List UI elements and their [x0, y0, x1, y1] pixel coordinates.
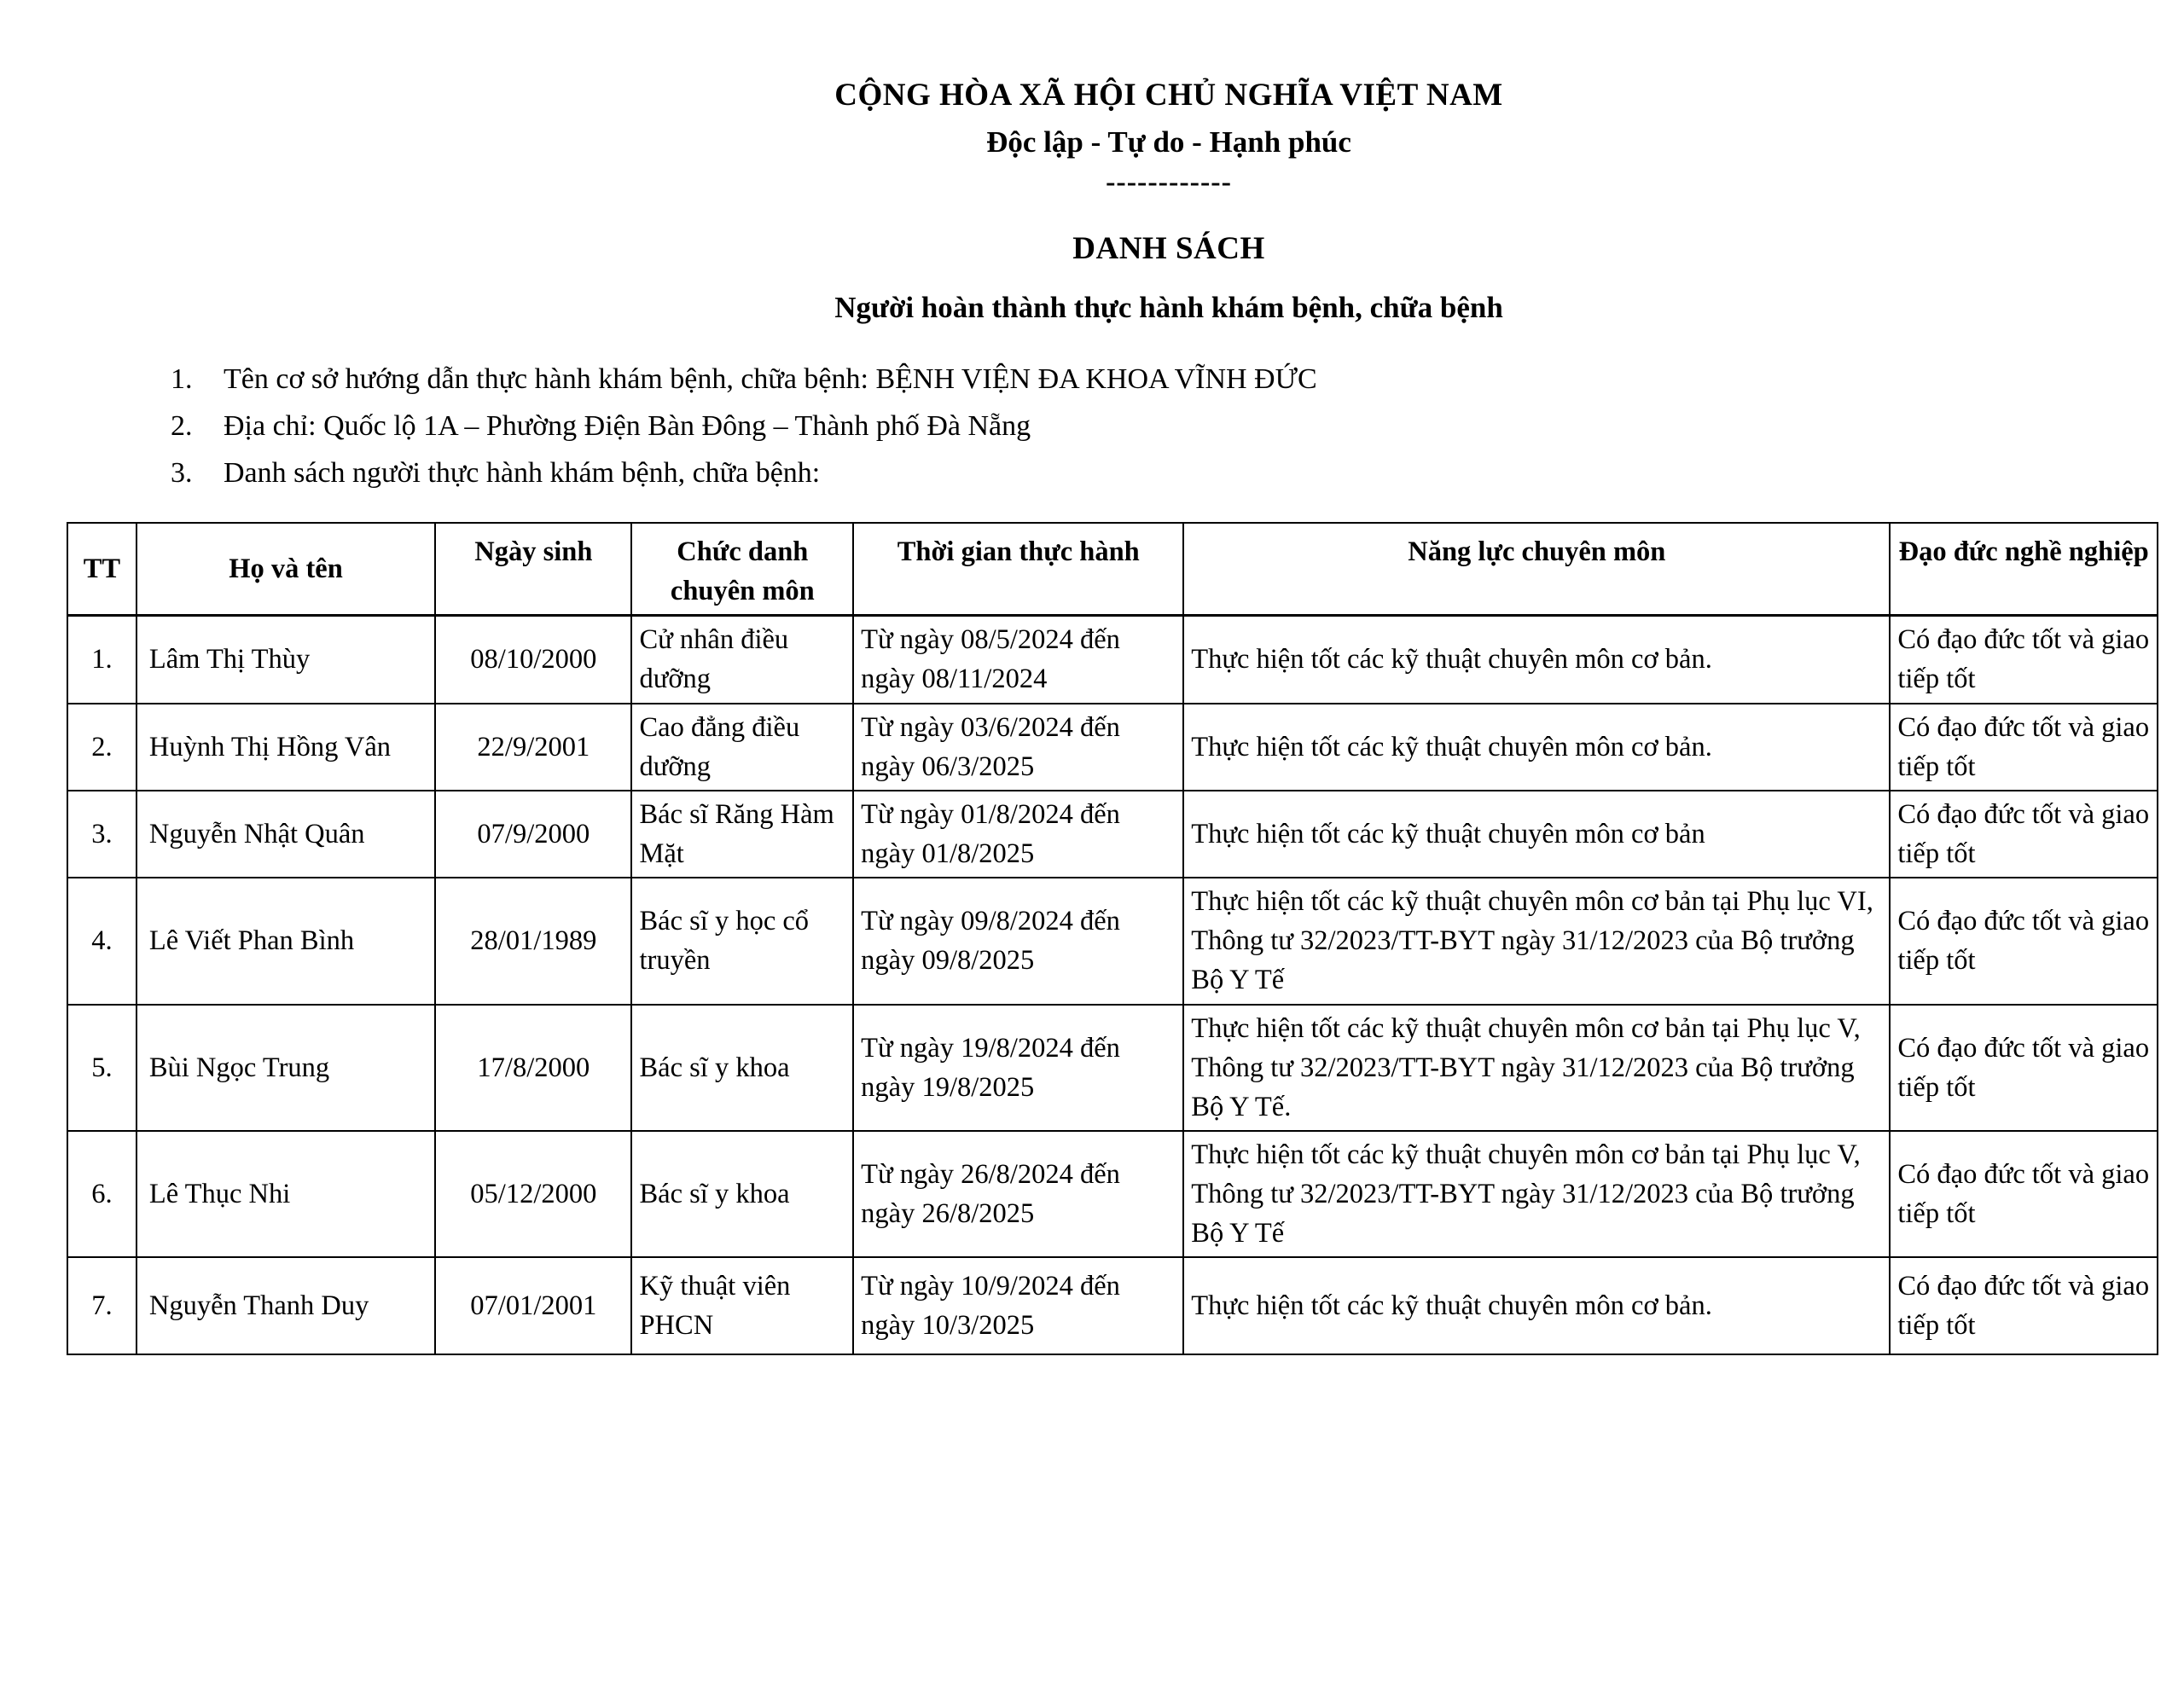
cell-tt: 3. [67, 791, 136, 878]
cell-name: Huỳnh Thị Hồng Vân [136, 704, 435, 791]
cell-tt: 4. [67, 878, 136, 1004]
cell-period: Từ ngày 08/5/2024 đến ngày 08/11/2024 [853, 616, 1183, 704]
cell-period: Từ ngày 26/8/2024 đến ngày 26/8/2025 [853, 1131, 1183, 1257]
table-row [67, 791, 2158, 878]
col-header-tt: TT [67, 523, 136, 616]
cell-period: Từ ngày 01/8/2024 đến ngày 01/8/2025 [853, 791, 1183, 878]
page-title: DANH SÁCH [1072, 230, 1265, 266]
cell-tt: 5. [67, 1005, 136, 1131]
intro-item-text: Địa chỉ: Quốc lộ 1A – Phường Điện Bàn Đông – Thành phố Đà Nẵng [224, 409, 1031, 442]
cell-dob: 07/01/2001 [435, 1257, 631, 1354]
cell-name: Lâm Thị Thùy [136, 616, 435, 704]
cell-ethics: Có đạo đức tốt và giao tiếp tốt [1890, 616, 2158, 704]
cell-competence: Thực hiện tốt các kỹ thuật chuyên môn cơ bản. [1183, 704, 1890, 791]
col-header-title: Chức danh chuyên môn [631, 523, 853, 616]
cell-title: Bác sĩ y khoa [631, 1131, 853, 1257]
page-subtitle: Người hoàn thành thực hành khám bệnh, chữa bệnh [834, 290, 1503, 324]
cell-tt: 7. [67, 1257, 136, 1354]
intro-item-number: 1. [171, 362, 193, 395]
cell-competence: Thực hiện tốt các kỹ thuật chuyên môn cơ bản tại Phụ lục VI, Thông tư 32/2023/TT-BYT ngày 31/12/2023 của Bộ trưởng Bộ Y Tế [1183, 878, 1890, 1004]
cell-competence: Thực hiện tốt các kỹ thuật chuyên môn cơ bản tại Phụ lục V, Thông tư 32/2023/TT-BYT ngày 31/12/2023 của Bộ trưởng Bộ Y Tế [1183, 1131, 1890, 1257]
cell-competence: Thực hiện tốt các kỹ thuật chuyên môn cơ bản. [1183, 616, 1890, 704]
cell-name: Bùi Ngọc Trung [136, 1005, 435, 1131]
intro-item-3 [171, 449, 2082, 496]
cell-name: Lê Thục Nhi [136, 1131, 435, 1257]
col-header-name: Họ và tên [136, 523, 435, 616]
header-separator: ------------ [1106, 165, 1232, 198]
cell-title: Cao đẳng điều dưỡng [631, 704, 853, 791]
cell-title: Cử nhân điều dưỡng [631, 616, 853, 704]
col-header-dob: Ngày sinh [435, 523, 631, 616]
table-row [67, 1005, 2158, 1131]
table-row [67, 878, 2158, 1004]
cell-dob: 17/8/2000 [435, 1005, 631, 1131]
table-row [67, 1257, 2158, 1354]
cell-dob: 07/9/2000 [435, 791, 631, 878]
table-row [67, 704, 2158, 791]
cell-period: Từ ngày 09/8/2024 đến ngày 09/8/2025 [853, 878, 1183, 1004]
cell-ethics: Có đạo đức tốt và giao tiếp tốt [1890, 1257, 2158, 1354]
cell-title: Kỹ thuật viên PHCN [631, 1257, 853, 1354]
cell-name: Nguyễn Nhật Quân [136, 791, 435, 878]
national-motto-line1: CỘNG HÒA XÃ HỘI CHỦ NGHĨA VIỆT NAM [834, 78, 1503, 113]
table-row [67, 616, 2158, 704]
cell-dob: 05/12/2000 [435, 1131, 631, 1257]
cell-ethics: Có đạo đức tốt và giao tiếp tốt [1890, 704, 2158, 791]
cell-period: Từ ngày 19/8/2024 đến ngày 19/8/2025 [853, 1005, 1183, 1131]
cell-dob: 28/01/1989 [435, 878, 631, 1004]
national-motto-line2: Độc lập - Tự do - Hạnh phúc [986, 125, 1351, 159]
cell-title: Bác sĩ Răng Hàm Mặt [631, 791, 853, 878]
col-header-period: Thời gian thực hành [853, 523, 1183, 616]
intro-item-2 [171, 403, 2082, 449]
national-header [154, 75, 2184, 201]
intro-item-1 [171, 356, 2082, 403]
cell-period: Từ ngày 10/9/2024 đến ngày 10/3/2025 [853, 1257, 1183, 1354]
cell-title: Bác sĩ y học cổ truyền [631, 878, 853, 1004]
cell-name: Nguyễn Thanh Duy [136, 1257, 435, 1354]
cell-ethics: Có đạo đức tốt và giao tiếp tốt [1890, 791, 2158, 878]
cell-competence: Thực hiện tốt các kỹ thuật chuyên môn cơ bản [1183, 791, 1890, 878]
cell-period: Từ ngày 03/6/2024 đến ngày 06/3/2025 [853, 704, 1183, 791]
cell-tt: 6. [67, 1131, 136, 1257]
intro-item-text: Tên cơ sở hướng dẫn thực hành khám bệnh, chữa bệnh: BỆNH VIỆN ĐA KHOA VĨNH ĐỨC [224, 362, 1317, 395]
col-header-ethics: Đạo đức nghề nghiệp [1890, 523, 2158, 616]
intro-item-number: 2. [171, 409, 193, 442]
cell-tt: 2. [67, 704, 136, 791]
practitioners-table [67, 522, 2158, 1355]
cell-competence: Thực hiện tốt các kỹ thuật chuyên môn cơ bản tại Phụ lục V, Thông tư 32/2023/TT-BYT ngày 31/12/2023 của Bộ trưởng Bộ Y Tế. [1183, 1005, 1890, 1131]
cell-dob: 08/10/2000 [435, 616, 631, 704]
intro-list [171, 356, 2082, 496]
cell-ethics: Có đạo đức tốt và giao tiếp tốt [1890, 1131, 2158, 1257]
cell-ethics: Có đạo đức tốt và giao tiếp tốt [1890, 878, 2158, 1004]
cell-dob: 22/9/2001 [435, 704, 631, 791]
intro-item-number: 3. [171, 456, 193, 489]
cell-ethics: Có đạo đức tốt và giao tiếp tốt [1890, 1005, 2158, 1131]
intro-item-text: Danh sách người thực hành khám bệnh, chữa bệnh: [224, 456, 821, 489]
cell-competence: Thực hiện tốt các kỹ thuật chuyên môn cơ bản. [1183, 1257, 1890, 1354]
cell-name: Lê Viết Phan Bình [136, 878, 435, 1004]
cell-tt: 1. [67, 616, 136, 704]
col-header-competence: Năng lực chuyên môn [1183, 523, 1890, 616]
table-header-row [67, 523, 2158, 616]
table-row [67, 1131, 2158, 1257]
cell-title: Bác sĩ y khoa [631, 1005, 853, 1131]
